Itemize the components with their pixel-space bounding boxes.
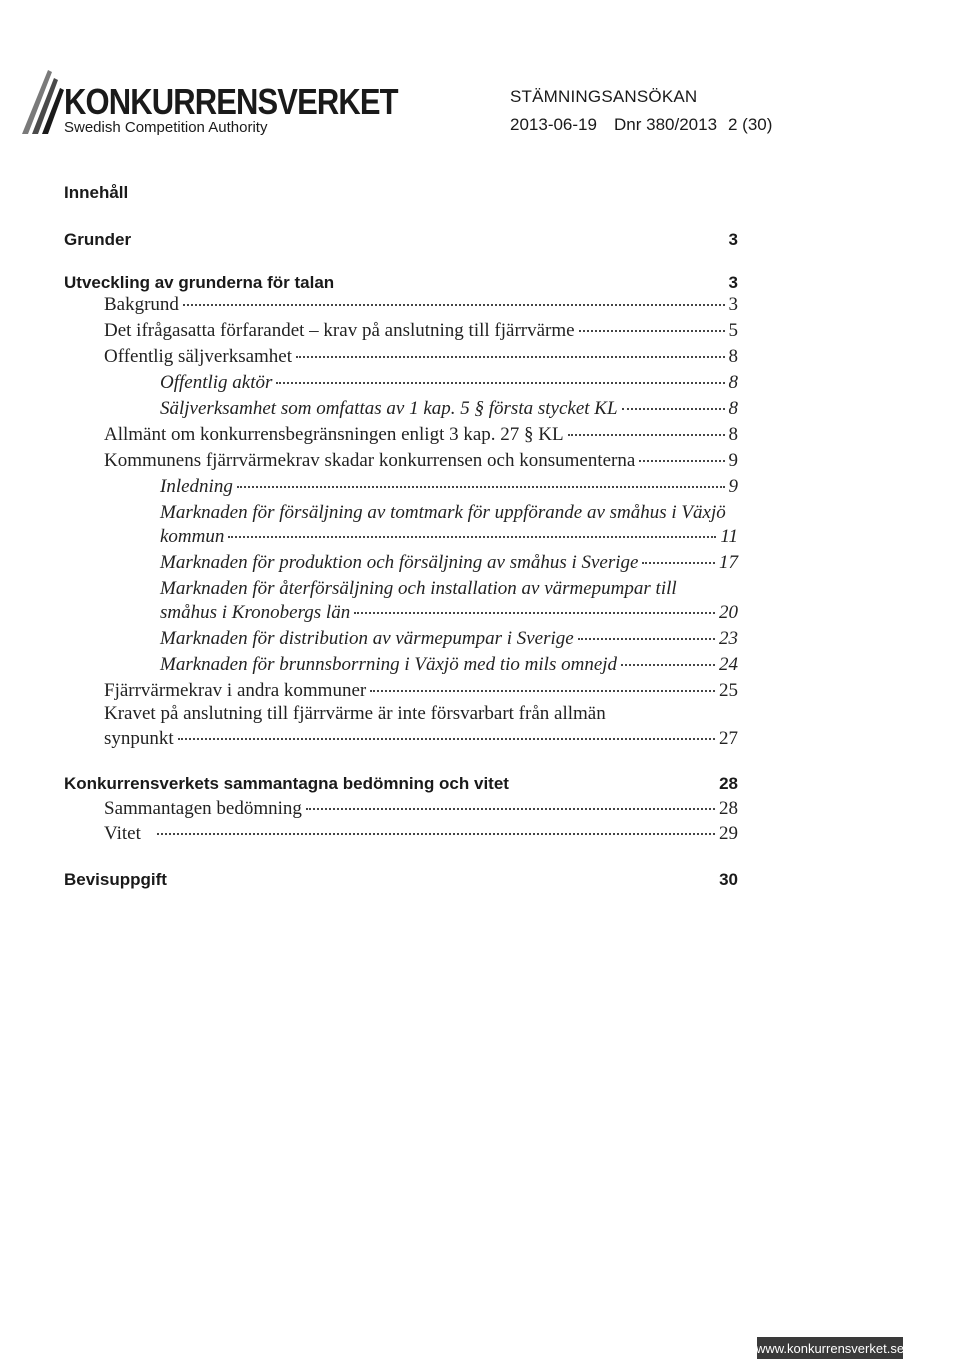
toc-entry-title: Marknaden för brunnsborrning i Växjö med tio mils omnejd	[160, 654, 618, 675]
toc-entry-title: Bakgrund	[104, 294, 179, 315]
toc-section[interactable]	[64, 774, 738, 794]
toc-entry[interactable]	[104, 798, 738, 820]
toc-section-page: 30	[719, 870, 738, 889]
toc-section-title: Grunder	[64, 230, 132, 249]
toc-entry-page: 29	[719, 823, 738, 844]
toc-entry-title: Sammantagen bedömning	[104, 798, 302, 819]
toc-entry-title-line[interactable]: Marknaden för återförsäljning och installation av värmepumpar till	[160, 578, 677, 599]
toc-entry-page: 11	[720, 526, 738, 547]
toc-entry-page: 28	[719, 798, 738, 819]
toc-entry-page: 8	[728, 398, 738, 419]
toc-entry-title: Fjärrvärmekrav i andra kommuner	[104, 680, 367, 701]
toc-entry[interactable]	[160, 526, 738, 548]
toc-entry[interactable]	[160, 552, 738, 574]
org-name: KONKURRENSVERKET	[64, 81, 398, 122]
document-meta	[510, 115, 772, 135]
toc-entry-page: 20	[719, 602, 738, 623]
toc-entry-title: Offentlig säljverksamhet	[104, 346, 293, 367]
toc-section-title: Bevisuppgift	[64, 870, 167, 889]
toc-entry-title: Säljverksamhet som omfattas av 1 kap. 5 § första stycket KL	[160, 398, 618, 419]
toc-entry[interactable]	[104, 728, 738, 750]
toc-section-page: 3	[728, 273, 738, 292]
toc-entry-title-line[interactable]: Marknaden för försäljning av tomtmark för uppförande av småhus i Växjö	[160, 502, 726, 523]
page-number: 2 (30)	[728, 115, 773, 134]
toc-entry[interactable]	[104, 424, 738, 446]
document-type: STÄMNINGSANSÖKAN	[510, 87, 698, 106]
toc-entry-title: Offentlig aktör	[160, 372, 273, 393]
toc-section[interactable]	[64, 870, 738, 890]
toc-entry-page: 27	[719, 728, 738, 749]
toc-entry-page: 9	[728, 450, 738, 471]
toc-entry[interactable]	[104, 450, 738, 472]
toc-entry-page: 8	[728, 346, 738, 367]
toc-entry[interactable]	[104, 680, 738, 702]
toc-entry-page: 5	[728, 320, 738, 341]
document-date: 2013-06-19	[510, 115, 597, 134]
toc-entry-title: Det ifrågasatta förfarandet – krav på anslutning till fjärrvärme	[104, 320, 575, 341]
toc-entry[interactable]	[160, 602, 738, 624]
toc-entry-title: Kommunens fjärrvärmekrav skadar konkurrensen och konsumenterna	[104, 450, 636, 471]
toc-entry-page: 24	[719, 654, 738, 675]
toc-entry-page: 8	[728, 372, 738, 393]
toc-entry[interactable]	[160, 372, 738, 394]
document-number: Dnr 380/2013	[614, 115, 718, 134]
toc-entry-title: Vitet	[104, 823, 141, 844]
toc-entry[interactable]	[160, 476, 738, 498]
toc-title: Innehåll	[64, 183, 129, 202]
toc-entry-page: 23	[719, 628, 738, 649]
toc-entry[interactable]	[104, 294, 738, 316]
toc-entry-page: 17	[719, 552, 738, 573]
toc-entry[interactable]	[104, 320, 738, 342]
toc-section[interactable]	[64, 230, 738, 250]
konkurrensverket-logo-icon	[18, 64, 66, 136]
toc-entry-page: 8	[728, 424, 738, 445]
toc-section-page: 3	[728, 230, 738, 249]
website-link[interactable]: www.konkurrensverket.se	[757, 1337, 903, 1359]
toc-entry-title: Inledning	[160, 476, 233, 497]
toc-entry-title: synpunkt	[104, 728, 174, 749]
toc-entry[interactable]	[160, 654, 738, 676]
toc-entry[interactable]	[160, 398, 738, 420]
toc-entry-page: 3	[728, 294, 738, 315]
toc-entry[interactable]	[104, 823, 738, 845]
toc-entry-title: Allmänt om konkurrensbegränsningen enligt 3 kap. 27 § KL	[104, 424, 564, 445]
toc-section-title: Konkurrensverkets sammantagna bedömning och vitet	[64, 774, 509, 793]
toc-entry[interactable]	[104, 346, 738, 368]
toc-entry-title-line[interactable]: Kravet på anslutning till fjärrvärme är inte försvarbart från allmän	[104, 703, 606, 724]
toc-entry-title: kommun	[160, 526, 225, 547]
toc-entry-title: Marknaden för produktion och försäljning av småhus i Sverige	[160, 552, 639, 573]
toc-section-page: 28	[719, 774, 738, 793]
toc-entry-page: 25	[719, 680, 738, 701]
org-subtitle: Swedish Competition Authority	[64, 119, 268, 136]
toc-entry-title: Marknaden för distribution av värmepumpar i Sverige	[160, 628, 574, 649]
toc-entry-title: småhus i Kronobergs län	[160, 602, 351, 623]
toc-entry[interactable]	[160, 628, 738, 650]
toc-entry-page: 9	[728, 476, 738, 497]
toc-section-title: Utveckling av grunderna för talan	[64, 273, 335, 292]
toc-section[interactable]	[64, 273, 738, 293]
